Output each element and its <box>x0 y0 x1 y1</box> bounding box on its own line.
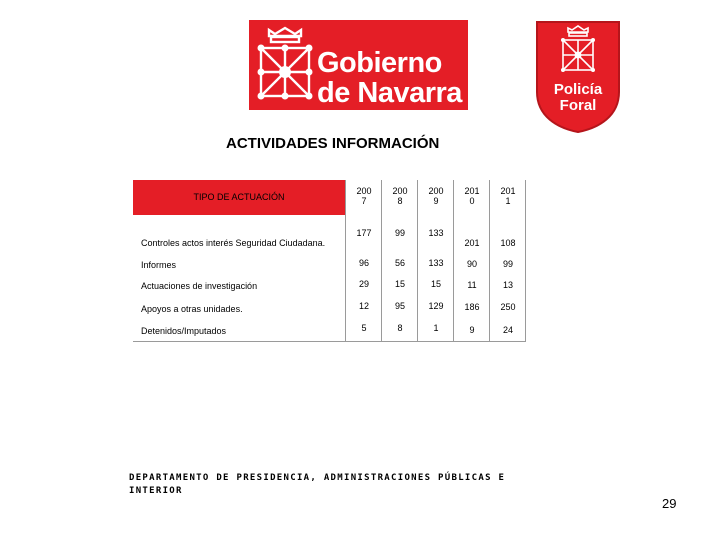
year-header: 200 7 <box>356 186 372 206</box>
table-cell: 133 <box>428 258 444 268</box>
department-footer: DEPARTAMENTO DE PRESIDENCIA, ADMINISTRACIONES PÚBLICAS E INTERIOR <box>129 473 506 496</box>
row-label: Controles actos interés Seguridad Ciudadana. <box>141 238 326 248</box>
table-cell: 186 <box>464 302 480 312</box>
pf-line-2: Foral <box>559 97 597 114</box>
table-cell: 8 <box>397 323 403 333</box>
year-header: 201 0 <box>464 186 480 206</box>
table-cell: 12 <box>358 301 369 311</box>
gobierno-navarra-wordmark <box>317 48 462 108</box>
table-cell: 29 <box>358 279 369 289</box>
gobierno-navarra-logo <box>249 20 468 110</box>
row-label: Apoyos a otras unidades. <box>141 304 243 314</box>
table-cell: 13 <box>502 280 513 290</box>
table-cell: 5 <box>361 323 367 333</box>
table-cell: 250 <box>500 302 516 312</box>
table-cell: 90 <box>466 259 477 269</box>
column-divider <box>381 180 382 341</box>
year-header: 200 8 <box>392 186 408 206</box>
actuaciones-table <box>133 180 526 342</box>
logo-line-1: Gobierno <box>317 47 442 79</box>
table-cell: 15 <box>394 279 405 289</box>
table-cell: 177 <box>356 228 372 238</box>
navarra-chains-emblem-icon <box>255 26 315 104</box>
column-divider <box>345 180 346 341</box>
page-title: ACTIVIDADES INFORMACIÓN <box>226 135 440 152</box>
column-divider <box>453 180 454 341</box>
table-header-band <box>133 180 345 215</box>
table-cell: 95 <box>394 301 405 311</box>
table-cell: 24 <box>502 325 513 335</box>
column-divider <box>489 180 490 341</box>
page-number: 29 <box>662 496 677 511</box>
table-cell: 11 <box>467 280 477 290</box>
header-label: TIPO DE ACTUACIÓN <box>193 192 285 202</box>
table-cell: 133 <box>428 228 444 238</box>
logo-line-2: de Navarra <box>317 77 462 109</box>
column-divider <box>417 180 418 341</box>
table-cell: 108 <box>500 238 516 248</box>
table-cell: 96 <box>358 258 369 268</box>
table-cell: 129 <box>428 301 444 311</box>
table-cell: 99 <box>394 228 405 238</box>
table-cell: 15 <box>430 279 441 289</box>
year-header: 200 9 <box>428 186 444 206</box>
year-header: 201 1 <box>500 186 516 206</box>
row-label: Informes <box>141 260 177 270</box>
table-cell: 99 <box>502 259 513 269</box>
table-cell: 9 <box>469 325 475 335</box>
policia-foral-shield-icon <box>535 20 621 134</box>
table-cell: 56 <box>394 258 405 268</box>
policia-foral-wordmark <box>535 82 621 114</box>
pf-line-1: Policía <box>553 81 603 98</box>
row-label: Detenidos/Imputados <box>141 326 227 336</box>
table-cell: 201 <box>464 238 480 248</box>
row-label: Actuaciones de investigación <box>141 281 258 291</box>
table-cell: 1 <box>433 323 439 333</box>
